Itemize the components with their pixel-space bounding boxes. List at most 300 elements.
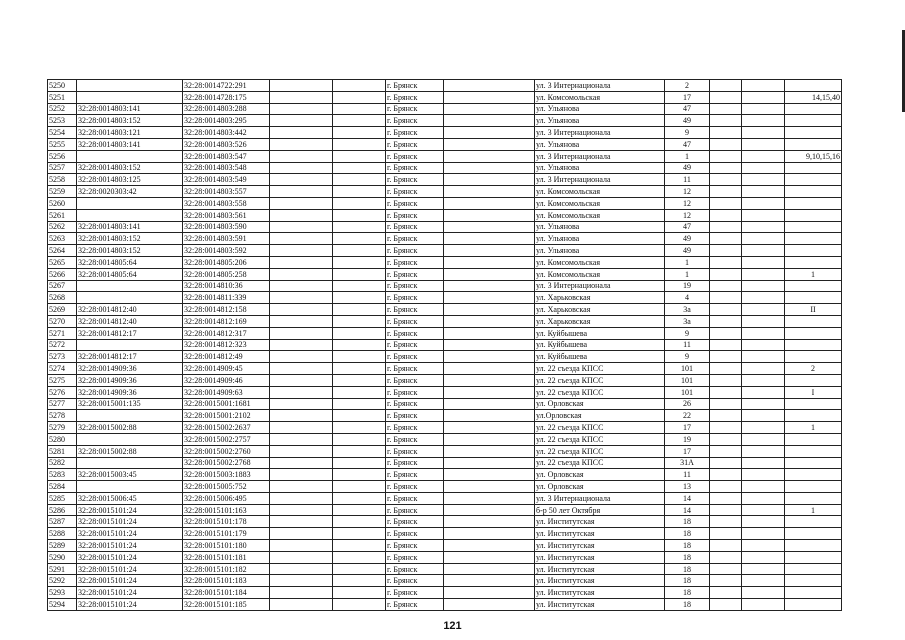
table-row — [48, 233, 842, 245]
apartment-note-cell: 14,15,40 — [785, 91, 842, 103]
row-number-cell: 5269 — [48, 304, 77, 316]
empty-cell — [270, 457, 333, 469]
cadastral-object-cell: 32:28:0014728:175 — [183, 91, 270, 103]
empty-cell — [444, 150, 535, 162]
cadastral-parcel-cell — [77, 481, 183, 493]
empty-cell — [710, 563, 742, 575]
apartment-note-cell: II — [785, 304, 842, 316]
empty-cell — [333, 256, 386, 268]
empty-cell — [270, 197, 333, 209]
row-number-cell: 5252 — [48, 103, 77, 115]
cadastral-object-cell: 32:28:0014812:317 — [183, 327, 270, 339]
register-table — [47, 79, 842, 611]
house-number-cell: 49 — [665, 115, 710, 127]
empty-cell — [710, 587, 742, 599]
cadastral-parcel-cell: 32:28:0014803:152 — [77, 233, 183, 245]
empty-cell — [270, 221, 333, 233]
empty-cell — [742, 339, 785, 351]
empty-cell — [742, 162, 785, 174]
empty-cell — [710, 422, 742, 434]
empty-cell — [444, 445, 535, 457]
street-cell: ул. Орловская — [535, 398, 665, 410]
table-row — [48, 127, 842, 139]
street-cell: ул. Ульянова — [535, 138, 665, 150]
house-number-cell: 101 — [665, 363, 710, 375]
empty-cell — [333, 268, 386, 280]
empty-cell — [710, 256, 742, 268]
house-number-cell: 18 — [665, 528, 710, 540]
table-row — [48, 221, 842, 233]
empty-cell — [270, 268, 333, 280]
empty-cell — [742, 197, 785, 209]
empty-cell — [333, 127, 386, 139]
table-row — [48, 315, 842, 327]
empty-cell — [444, 339, 535, 351]
apartment-note-cell — [785, 209, 842, 221]
cadastral-parcel-cell: 32:28:0015002:88 — [77, 422, 183, 434]
table-row — [48, 103, 842, 115]
cadastral-parcel-cell — [77, 433, 183, 445]
empty-cell — [444, 174, 535, 186]
cadastral-parcel-cell: 32:28:0014805:64 — [77, 268, 183, 280]
street-cell: ул. Институтская — [535, 563, 665, 575]
cadastral-parcel-cell: 32:28:0014803:141 — [77, 103, 183, 115]
empty-cell — [742, 91, 785, 103]
empty-cell — [742, 209, 785, 221]
cadastral-object-cell: 32:28:0015002:2768 — [183, 457, 270, 469]
city-cell: г. Брянск — [386, 280, 444, 292]
empty-cell — [710, 410, 742, 422]
empty-cell — [710, 351, 742, 363]
empty-cell — [710, 80, 742, 92]
city-cell: г. Брянск — [386, 197, 444, 209]
empty-cell — [444, 398, 535, 410]
apartment-note-cell: 9,10,15,16 — [785, 150, 842, 162]
empty-cell — [710, 492, 742, 504]
row-number-cell: 5256 — [48, 150, 77, 162]
row-number-cell: 5257 — [48, 162, 77, 174]
street-cell: ул. Орловская — [535, 469, 665, 481]
empty-cell — [710, 138, 742, 150]
row-number-cell: 5291 — [48, 563, 77, 575]
cadastral-parcel-cell: 32:28:0014909:36 — [77, 363, 183, 375]
row-number-cell: 5260 — [48, 197, 77, 209]
empty-cell — [333, 197, 386, 209]
row-number-cell: 5279 — [48, 422, 77, 434]
apartment-note-cell — [785, 516, 842, 528]
cadastral-object-cell: 32:28:0014803:548 — [183, 162, 270, 174]
empty-cell — [270, 186, 333, 198]
row-number-cell: 5261 — [48, 209, 77, 221]
cadastral-parcel-cell: 32:28:0015101:24 — [77, 528, 183, 540]
row-number-cell: 5277 — [48, 398, 77, 410]
apartment-note-cell — [785, 115, 842, 127]
empty-cell — [333, 327, 386, 339]
city-cell: г. Брянск — [386, 256, 444, 268]
empty-cell — [742, 138, 785, 150]
house-number-cell: 49 — [665, 233, 710, 245]
apartment-note-cell — [785, 575, 842, 587]
empty-cell — [333, 528, 386, 540]
empty-cell — [333, 433, 386, 445]
city-cell: г. Брянск — [386, 492, 444, 504]
empty-cell — [710, 551, 742, 563]
empty-cell — [270, 315, 333, 327]
street-cell: ул. Институтская — [535, 516, 665, 528]
apartment-note-cell — [785, 563, 842, 575]
row-number-cell: 5268 — [48, 292, 77, 304]
empty-cell — [742, 492, 785, 504]
city-cell: г. Брянск — [386, 327, 444, 339]
empty-cell — [333, 504, 386, 516]
empty-cell — [444, 268, 535, 280]
empty-cell — [270, 150, 333, 162]
apartment-note-cell — [785, 327, 842, 339]
house-number-cell: 12 — [665, 186, 710, 198]
empty-cell — [444, 127, 535, 139]
table-row — [48, 445, 842, 457]
empty-cell — [444, 528, 535, 540]
street-cell: ул. Институтская — [535, 599, 665, 611]
empty-cell — [333, 339, 386, 351]
city-cell: г. Брянск — [386, 528, 444, 540]
empty-cell — [444, 563, 535, 575]
street-cell: ул. 22 съезда КПСС — [535, 374, 665, 386]
street-cell: ул. Комсомольская — [535, 268, 665, 280]
empty-cell — [742, 469, 785, 481]
row-number-cell: 5258 — [48, 174, 77, 186]
cadastral-parcel-cell: 32:28:0015003:45 — [77, 469, 183, 481]
cadastral-object-cell: 32:28:0014909:63 — [183, 386, 270, 398]
row-number-cell: 5284 — [48, 481, 77, 493]
house-number-cell: 19 — [665, 280, 710, 292]
empty-cell — [710, 575, 742, 587]
street-cell: ул. Ульянова — [535, 245, 665, 257]
empty-cell — [270, 575, 333, 587]
empty-cell — [270, 209, 333, 221]
empty-cell — [270, 386, 333, 398]
empty-cell — [710, 292, 742, 304]
empty-cell — [710, 186, 742, 198]
house-number-cell: 17 — [665, 91, 710, 103]
empty-cell — [270, 410, 333, 422]
empty-cell — [333, 245, 386, 257]
empty-cell — [742, 563, 785, 575]
empty-cell — [270, 433, 333, 445]
empty-cell — [333, 374, 386, 386]
empty-cell — [333, 469, 386, 481]
table-row — [48, 587, 842, 599]
empty-cell — [333, 80, 386, 92]
empty-cell — [742, 516, 785, 528]
empty-cell — [742, 233, 785, 245]
house-number-cell: 18 — [665, 563, 710, 575]
cadastral-object-cell: 32:28:0015005:752 — [183, 481, 270, 493]
empty-cell — [742, 221, 785, 233]
apartment-note-cell — [785, 398, 842, 410]
table-row — [48, 363, 842, 375]
table-row — [48, 280, 842, 292]
empty-cell — [444, 209, 535, 221]
city-cell: г. Брянск — [386, 374, 444, 386]
city-cell: г. Брянск — [386, 115, 444, 127]
empty-cell — [333, 422, 386, 434]
city-cell: г. Брянск — [386, 162, 444, 174]
empty-cell — [742, 115, 785, 127]
empty-cell — [333, 386, 386, 398]
street-cell: ул. 22 съезда КПСС — [535, 433, 665, 445]
cadastral-parcel-cell — [77, 197, 183, 209]
cadastral-parcel-cell: 32:28:0014812:17 — [77, 351, 183, 363]
empty-cell — [710, 339, 742, 351]
house-number-cell: 3а — [665, 304, 710, 316]
empty-cell — [742, 256, 785, 268]
city-cell: г. Брянск — [386, 386, 444, 398]
street-cell: ул. Комсомольская — [535, 209, 665, 221]
apartment-note-cell — [785, 374, 842, 386]
empty-cell — [742, 551, 785, 563]
empty-cell — [444, 162, 535, 174]
apartment-note-cell — [785, 433, 842, 445]
street-cell: ул. Куйбышева — [535, 339, 665, 351]
house-number-cell: 47 — [665, 221, 710, 233]
empty-cell — [270, 599, 333, 611]
city-cell: г. Брянск — [386, 245, 444, 257]
house-number-cell: 101 — [665, 386, 710, 398]
cadastral-object-cell: 32:28:0014803:549 — [183, 174, 270, 186]
apartment-note-cell — [785, 256, 842, 268]
empty-cell — [710, 162, 742, 174]
empty-cell — [333, 492, 386, 504]
street-cell: ул. Ульянова — [535, 162, 665, 174]
empty-cell — [444, 327, 535, 339]
empty-cell — [333, 115, 386, 127]
house-number-cell: 26 — [665, 398, 710, 410]
empty-cell — [444, 186, 535, 198]
empty-cell — [742, 587, 785, 599]
table-row — [48, 138, 842, 150]
empty-cell — [333, 540, 386, 552]
row-number-cell: 5262 — [48, 221, 77, 233]
empty-cell — [444, 587, 535, 599]
page-number: 121 — [443, 620, 462, 632]
empty-cell — [270, 445, 333, 457]
empty-cell — [333, 398, 386, 410]
empty-cell — [710, 91, 742, 103]
city-cell: г. Брянск — [386, 575, 444, 587]
empty-cell — [270, 292, 333, 304]
house-number-cell: 9 — [665, 327, 710, 339]
empty-cell — [710, 327, 742, 339]
street-cell: ул. 22 съезда КПСС — [535, 363, 665, 375]
cadastral-object-cell: 32:28:0014722:291 — [183, 80, 270, 92]
street-cell: ул. Комсомольская — [535, 186, 665, 198]
table-body — [48, 80, 842, 611]
apartment-note-cell — [785, 528, 842, 540]
cadastral-parcel-cell: 32:28:0015101:24 — [77, 575, 183, 587]
house-number-cell: 12 — [665, 209, 710, 221]
empty-cell — [710, 457, 742, 469]
house-number-cell: 4 — [665, 292, 710, 304]
apartment-note-cell — [785, 587, 842, 599]
row-number-cell: 5285 — [48, 492, 77, 504]
empty-cell — [270, 280, 333, 292]
row-number-cell: 5287 — [48, 516, 77, 528]
cadastral-parcel-cell: 32:28:0014803:152 — [77, 245, 183, 257]
row-number-cell: 5271 — [48, 327, 77, 339]
table-row — [48, 599, 842, 611]
city-cell: г. Брянск — [386, 103, 444, 115]
cadastral-object-cell: 32:28:0014803:590 — [183, 221, 270, 233]
empty-cell — [710, 304, 742, 316]
empty-cell — [742, 575, 785, 587]
cadastral-object-cell: 32:28:0014803:557 — [183, 186, 270, 198]
empty-cell — [742, 457, 785, 469]
apartment-note-cell — [785, 292, 842, 304]
table-row — [48, 268, 842, 280]
empty-cell — [710, 221, 742, 233]
row-number-cell: 5253 — [48, 115, 77, 127]
empty-cell — [710, 280, 742, 292]
house-number-cell: 18 — [665, 516, 710, 528]
street-cell: ул. Харьковская — [535, 292, 665, 304]
city-cell: г. Брянск — [386, 150, 444, 162]
empty-cell — [333, 575, 386, 587]
table-row — [48, 304, 842, 316]
empty-cell — [742, 445, 785, 457]
street-cell: ул. Ульянова — [535, 233, 665, 245]
empty-cell — [710, 209, 742, 221]
table-row — [48, 563, 842, 575]
empty-cell — [270, 103, 333, 115]
city-cell: г. Брянск — [386, 80, 444, 92]
row-number-cell: 5250 — [48, 80, 77, 92]
cadastral-parcel-cell: 32:28:0020303:42 — [77, 186, 183, 198]
empty-cell — [444, 433, 535, 445]
empty-cell — [710, 599, 742, 611]
table-row — [48, 422, 842, 434]
city-cell: г. Брянск — [386, 398, 444, 410]
apartment-note-cell — [785, 599, 842, 611]
city-cell: г. Брянск — [386, 504, 444, 516]
empty-cell — [444, 103, 535, 115]
empty-cell — [742, 268, 785, 280]
apartment-note-cell — [785, 174, 842, 186]
empty-cell — [444, 256, 535, 268]
empty-cell — [270, 174, 333, 186]
apartment-note-cell — [785, 245, 842, 257]
empty-cell — [742, 127, 785, 139]
street-cell: ул. Институтская — [535, 575, 665, 587]
house-number-cell: 18 — [665, 540, 710, 552]
cadastral-object-cell: 32:28:0015002:2760 — [183, 445, 270, 457]
empty-cell — [742, 422, 785, 434]
city-cell: г. Брянск — [386, 457, 444, 469]
house-number-cell: 47 — [665, 103, 710, 115]
house-number-cell: 14 — [665, 492, 710, 504]
empty-cell — [444, 575, 535, 587]
apartment-note-cell: I — [785, 386, 842, 398]
cadastral-object-cell: 32:28:0015101:178 — [183, 516, 270, 528]
empty-cell — [270, 80, 333, 92]
empty-cell — [742, 386, 785, 398]
cadastral-object-cell: 32:28:0015001:2102 — [183, 410, 270, 422]
table-row — [48, 528, 842, 540]
empty-cell — [710, 374, 742, 386]
empty-cell — [710, 540, 742, 552]
empty-cell — [333, 103, 386, 115]
cadastral-object-cell: 32:28:0014803:591 — [183, 233, 270, 245]
city-cell: г. Брянск — [386, 127, 444, 139]
cadastral-parcel-cell: 32:28:0015101:24 — [77, 563, 183, 575]
empty-cell — [444, 469, 535, 481]
street-cell: ул. Комсомольская — [535, 91, 665, 103]
empty-cell — [742, 80, 785, 92]
empty-cell — [710, 516, 742, 528]
cadastral-parcel-cell: 32:28:0015006:45 — [77, 492, 183, 504]
empty-cell — [742, 351, 785, 363]
apartment-note-cell — [785, 410, 842, 422]
cadastral-parcel-cell — [77, 410, 183, 422]
cadastral-object-cell: 32:28:0014803:295 — [183, 115, 270, 127]
empty-cell — [742, 599, 785, 611]
cadastral-object-cell: 32:28:0015002:2757 — [183, 433, 270, 445]
cadastral-parcel-cell: 32:28:0014803:125 — [77, 174, 183, 186]
empty-cell — [444, 481, 535, 493]
row-number-cell: 5276 — [48, 386, 77, 398]
empty-cell — [710, 245, 742, 257]
empty-cell — [444, 315, 535, 327]
city-cell: г. Брянск — [386, 563, 444, 575]
apartment-note-cell — [785, 221, 842, 233]
empty-cell — [333, 138, 386, 150]
table-row — [48, 504, 842, 516]
apartment-note-cell — [785, 80, 842, 92]
city-cell: г. Брянск — [386, 422, 444, 434]
street-cell: ул. 22 съезда КПСС — [535, 445, 665, 457]
empty-cell — [333, 162, 386, 174]
cadastral-object-cell: 32:28:0015002:2637 — [183, 422, 270, 434]
cadastral-object-cell: 32:28:0014805:258 — [183, 268, 270, 280]
empty-cell — [270, 304, 333, 316]
apartment-note-cell — [785, 469, 842, 481]
house-number-cell: 11 — [665, 174, 710, 186]
cadastral-parcel-cell — [77, 457, 183, 469]
house-number-cell: 31А — [665, 457, 710, 469]
house-number-cell: 3а — [665, 315, 710, 327]
house-number-cell: 101 — [665, 374, 710, 386]
cadastral-parcel-cell — [77, 280, 183, 292]
table-row — [48, 115, 842, 127]
city-cell: г. Брянск — [386, 363, 444, 375]
empty-cell — [333, 363, 386, 375]
row-number-cell: 5272 — [48, 339, 77, 351]
city-cell: г. Брянск — [386, 138, 444, 150]
empty-cell — [742, 292, 785, 304]
empty-cell — [742, 374, 785, 386]
city-cell: г. Брянск — [386, 221, 444, 233]
empty-cell — [444, 504, 535, 516]
empty-cell — [270, 481, 333, 493]
row-number-cell: 5293 — [48, 587, 77, 599]
empty-cell — [333, 445, 386, 457]
cadastral-parcel-cell: 32:28:0015101:24 — [77, 551, 183, 563]
apartment-note-cell — [785, 351, 842, 363]
apartment-note-cell — [785, 162, 842, 174]
street-cell: ул. Харьковская — [535, 304, 665, 316]
city-cell: г. Брянск — [386, 469, 444, 481]
empty-cell — [444, 91, 535, 103]
